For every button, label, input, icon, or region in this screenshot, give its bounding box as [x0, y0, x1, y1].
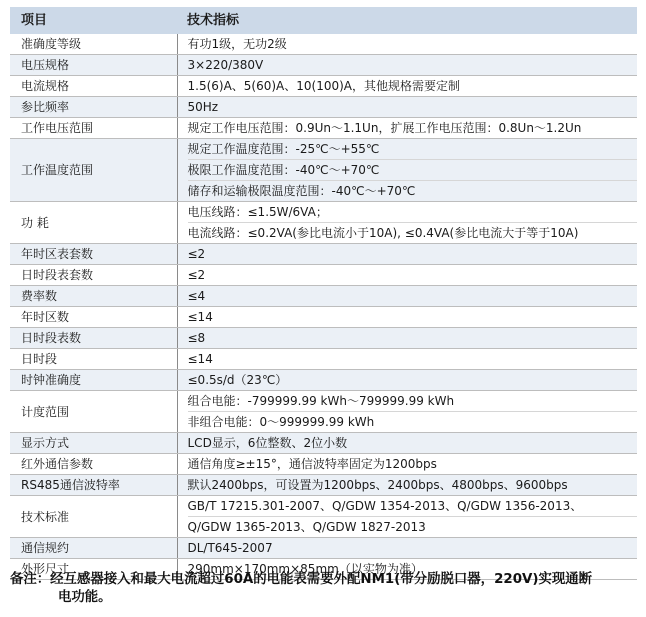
- table-row: [10, 349, 637, 370]
- header-item: 项目: [10, 7, 177, 34]
- spec-item-label: 工作电压范围: [10, 118, 177, 139]
- table-row: [10, 97, 637, 118]
- spec-value-cell: [177, 202, 637, 244]
- table-row: [10, 34, 637, 55]
- spec-value-cell: [177, 328, 637, 349]
- table-row: [10, 202, 637, 244]
- spec-value-line: 电流线路：≤0.2VA(参比电流小于10A), ≤0.4VA(参比电流大于等于10A): [188, 222, 638, 243]
- spec-item-label: 电流规格: [10, 76, 177, 97]
- spec-value-cell: [177, 454, 637, 475]
- table-row: [10, 454, 637, 475]
- spec-value-cell: [177, 433, 637, 454]
- table-row: [10, 496, 637, 538]
- spec-value-cell: [177, 286, 637, 307]
- spec-value-line: 规定工作电压范围：0.9Un～1.1Un，扩展工作电压范围：0.8Un～1.2Un: [187, 121, 582, 135]
- spec-item-label: 费率数: [10, 286, 177, 307]
- table-row: [10, 370, 637, 391]
- spec-value-cell: [177, 475, 637, 496]
- table-row: [10, 538, 637, 559]
- spec-value-cell: [177, 496, 637, 538]
- spec-item-label: 功 耗: [10, 202, 177, 244]
- table-row: [10, 76, 637, 97]
- spec-value-line: 电压线路：≤1.5W/6VA；: [187, 205, 328, 219]
- footnote-line-1: 备注：经互感器接入和最大电流超过60A的电能表需要外配NM1(带分励脱口器，220V)实现通断: [10, 572, 593, 587]
- spec-value-line: 3×220/380V: [187, 58, 264, 72]
- spec-value-line: 组合电能：-799999.99 kWh～799999.99 kWh: [187, 394, 455, 408]
- spec-value-line: ≤14: [187, 352, 213, 366]
- spec-value-cell: [177, 34, 637, 55]
- spec-value-line: ≤14: [187, 310, 213, 324]
- spec-value-line: 非组合电能：0～999999.99 kWh: [188, 411, 638, 432]
- spec-item-label: 年时区表套数: [10, 244, 177, 265]
- table-row: [10, 391, 637, 433]
- spec-item-label: 显示方式: [10, 433, 177, 454]
- spec-value-cell: [177, 370, 637, 391]
- spec-value-cell: [177, 76, 637, 97]
- spec-item-label: 外形尺寸: [10, 559, 177, 580]
- spec-item-label: RS485通信波特率: [10, 475, 177, 496]
- spec-value-cell: [177, 55, 637, 76]
- spec-item-label: 年时区数: [10, 307, 177, 328]
- spec-value-line: ≤8: [187, 331, 206, 345]
- spec-value-line: 极限工作温度范围：-40℃～+70℃: [188, 159, 638, 180]
- spec-value-line: 1.5(6)A、5(60)A、10(100)A，其他规格需要定制: [187, 79, 461, 93]
- spec-value-line: ≤2: [187, 268, 206, 282]
- table-body: [10, 34, 637, 580]
- spec-value-line: 50Hz: [187, 100, 219, 114]
- spec-item-label: 计度范围: [10, 391, 177, 433]
- spec-item-label: 红外通信参数: [10, 454, 177, 475]
- spec-value-cell: [177, 139, 637, 202]
- spec-table: [10, 7, 637, 580]
- spec-value-line: 规定工作温度范围：-25℃～+55℃: [187, 142, 380, 156]
- spec-value-cell: [177, 307, 637, 328]
- spec-value-line: 储存和运输极限温度范围：-40℃～+70℃: [188, 180, 638, 201]
- spec-value-cell: [177, 97, 637, 118]
- table-row: [10, 55, 637, 76]
- spec-item-label: 时钟准确度: [10, 370, 177, 391]
- table-row: [10, 118, 637, 139]
- spec-item-label: 工作温度范围: [10, 139, 177, 202]
- spec-value-line: ≤4: [187, 289, 206, 303]
- spec-value-cell: [177, 391, 637, 433]
- spec-value-line: 290mm×170mm×85mm（以实物为准）: [187, 562, 423, 576]
- spec-value-cell: [177, 244, 637, 265]
- spec-value-line: DL/T645-2007: [187, 541, 273, 555]
- spec-value-cell: [177, 538, 637, 559]
- spec-value-cell: [177, 118, 637, 139]
- table-row: [10, 139, 637, 202]
- spec-value-line: 默认2400bps，可设置为1200bps、2400bps、4800bps、9600bps: [187, 478, 568, 492]
- spec-value-line: 通信角度≥±15°，通信波特率固定为1200bps: [187, 457, 437, 471]
- table-row: [10, 286, 637, 307]
- table-row: [10, 433, 637, 454]
- spec-value-line: GB/T 17215.301-2007、Q/GDW 1354-2013、Q/GDW 1356-2013、: [187, 499, 583, 513]
- spec-value-line: Q/GDW 1365-2013、Q/GDW 1827-2013: [188, 516, 638, 537]
- spec-item-label: 参比频率: [10, 97, 177, 118]
- spec-value-line: 有功1级，无功2级: [187, 37, 287, 51]
- footnote-line-2: 电功能。: [58, 590, 112, 605]
- table-row: [10, 265, 637, 286]
- spec-value-cell: [177, 265, 637, 286]
- header-spec: 技术指标: [177, 7, 637, 34]
- spec-item-label: 技术标准: [10, 496, 177, 538]
- footnote: [10, 571, 640, 607]
- spec-item-label: 日时段: [10, 349, 177, 370]
- spec-value-line: LCD显示，6位整数、2位小数: [187, 436, 348, 450]
- spec-item-label: 电压规格: [10, 55, 177, 76]
- table-header: [10, 7, 637, 34]
- spec-item-label: 日时段表数: [10, 328, 177, 349]
- spec-value-cell: [177, 349, 637, 370]
- spec-value-line: ≤0.5s/d（23℃）: [187, 373, 288, 387]
- table-row: [10, 328, 637, 349]
- table-row: [10, 475, 637, 496]
- spec-value-line: ≤2: [187, 247, 206, 261]
- table-row: [10, 307, 637, 328]
- spec-item-label: 日时段表套数: [10, 265, 177, 286]
- spec-item-label: 通信规约: [10, 538, 177, 559]
- table-row: [10, 244, 637, 265]
- spec-item-label: 准确度等级: [10, 34, 177, 55]
